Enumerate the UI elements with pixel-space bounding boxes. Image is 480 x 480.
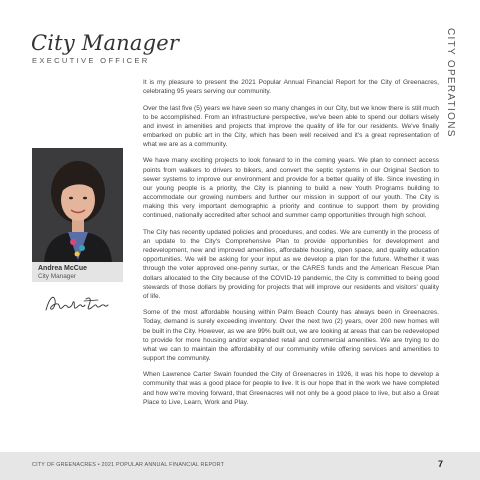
page-title: City Manager	[31, 31, 180, 55]
letter-body	[143, 78, 439, 414]
paragraph-projects: We have many exciting projects to look forward to in the coming years. We plan to connect access points from walkers to drivers to bikers, and convert the septic systems in our Original Section to sewer systems to improve our environment and provide for a better quality of life. Since investing in our young people is a priority, the City is planning to build a new Youth Programs building to accommodate our growing numbers and further our mission in support of our youth. The City is making this very important demographic a priority and continue to support them by providing continued, nationally accredited after school and summer camp opportunities through high school.	[143, 157, 439, 220]
paragraph-history: When Lawrence Carter Swain founded the City of Greenacres in 1926, it was his hope to develop a community that was a good place for people to live. It is our hope that in the work we have completed and how we're moving forward, that Greenacres will not only be a good place to live, but also a Great Place to Live, Learn, Work and Play.	[143, 371, 439, 406]
portrait-illustration	[32, 148, 123, 262]
portrait-photo	[32, 148, 123, 262]
page-subtitle: EXECUTIVE OFFICER	[32, 56, 150, 65]
section-label: CITY OPERATIONS	[445, 28, 456, 138]
footer-text: CITY OF GREENACRES • 2021 POPULAR ANNUAL FINANCIAL REPORT	[32, 462, 225, 468]
paragraph-changes: Over the last five (5) years we have seen so many changes in our City, but we know there is still much to be accomplished. From an infrastructure perspective, we've been able to spend our dollars wisely and invest in amenities and projects that improve the quality of life for our residents. We've finally embarked on public art in the City, which has been well received and it's a great representation of what we are as a community.	[143, 104, 439, 149]
paragraph-housing: Some of the most affordable housing within Palm Beach County has always been in Greenacres. Today, demand is surely exceeding inventory. Over the next two (2) years, over 200 new homes will be built in the City. However, as we are 99% built out, we are looking at areas that can be redeveloped to provide for more housing and/or expanded retail and commercial amenities. We are trying to do what we can to maintain the affordability of our community while offering services and amenities to support the community.	[143, 309, 439, 362]
photo-caption	[32, 262, 123, 282]
page-footer	[0, 452, 480, 480]
paragraph-intro: It is my pleasure to present the 2021 Popular Annual Financial Report for the City of Greenacres, celebrating 95 years serving our community.	[143, 79, 439, 96]
signature-image	[44, 292, 110, 316]
page-number: 7	[438, 459, 444, 469]
caption-name: Andrea McCue	[38, 265, 88, 272]
paragraph-policies: The City has recently updated policies and procedures, and codes. We are currently in the process of an update to the City's Comprehensive Plan to provide opportunities for development and redevelopment, new and improved amenities, affordable housing, open space, and quality education opportunities. We will be asking for your input as we develop a plan for the future. Whether it was through the voter approved one-penny surtax, or the CARES funds and the American Rescue Plan dollars allocated to the City because of the COVID-19 pandemic, the City is committed to being good stewards of those dollars by providing for projects that will improve our residents and visitors' quality of life.	[143, 228, 439, 300]
caption-role: City Manager	[38, 273, 77, 280]
